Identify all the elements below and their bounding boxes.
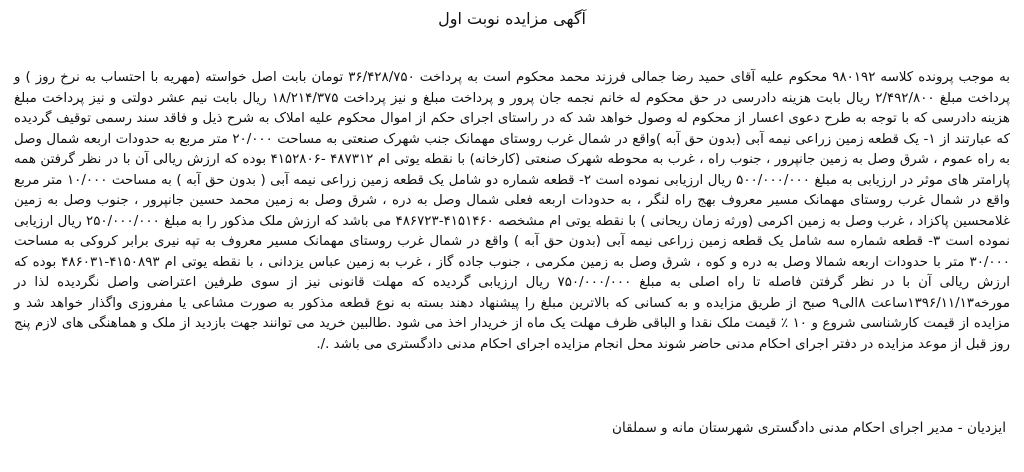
notice-title: آگهی مزایده نوبت اول (438, 9, 586, 28)
notice-body: به موجب پرونده کلاسه ۹۸۰۱۹۲ محکوم علیه آقای حمید رضا جمالی فرزند محمد محکوم است به پرداخت ۳۶/۴۲۸/۷۵۰ تومان بابت اصل خواسته (مهریه با احتساب به نرخ روز ) و پرداخت مبلغ ۲/۴۹۲/۸۰۰ ریال بابت هزینه دادرسی در حق محکوم له خانم نجمه جان پرور و پرداخت مبلغ و نیز پرداخت ۱۸/۲۱۴/۳۷۵ ریال بابت نیم عشر دولتی و نیز پرداخت مبلغ هزینه دادرسی که با توجه به طرح دعوی اعسار از محکوم له وصول خواهد شد که در راستای اجرای حکم از اموال محکوم علیه املاک به شرح ذیل و فاقد سند رسمی توقیف گردیده که عبارتند از ۱- یک قطعه زمین زراعی نیمه آبی (بدون حق آبه )واقع در شمال غرب روستای مهمانک جنب شهرک صنعتی به مساحت ۲۰/۰۰۰ متر مربع به حدودات اربعه شمال وصل به راه عموم ، شرق وصل به زمین جانپرور ، جنوب راه ، غرب به محوطه شهرک صنعتی (کارخانه) با نقطه یوتی ام ۴۸۷۳۱۲ -۴۱۵۲۸۰۶ بوده که ارزش ریالی آن با در نظر گرفتن همه پارامتر های موثر در ارزیابی به مبلغ ۵۰۰/۰۰۰/۰۰۰ ریال ارزیابی نموده است ۲- قطعه شماره دو شامل یک قطعه زمین زراعی نیمه آبی ( بدون حق آبه ) به مساحت ۱۰/۰۰۰ متر مربع واقع در شمال غرب روستای مهمانک مسیر معروف بهج راه لنگر ، به حدودات اربعه فعلی شمال وصل به دره ، شرق وصل به زمین محمد حسین جانپرور ، جنوب وصل به زمین غلامحسین پاکزاد ، غرب وصل به زمین اکرمی (ورثه زمان ریحانی ) با نقطه یوتی ام مشخصه ۴۱۵۱۴۶۰-۴۸۶۷۲۳ می باشد که ارزش ملک مذکور را به مبلغ ۲۵۰/۰۰۰/۰۰۰ ریال ارزیابی نموده است ۳- قطعه شماره سه شامل یک قطعه زمین زراعی نیمه آبی (بدون حق آبه ) واقع در شمال غرب روستای مهمانک مسیر معروف به تپه نیری برابر کروکی به مساحت ۳۰/۰۰۰ متر با حدودات اربعه شمالا وصل به دره و کوه ، شرق وصل به زمین مکرمی ، جنوب جاده گاز ، غرب به زمین عباس یزدانی ، با نقطه یوتی ام ۴۱۵۰۸۹۳-۴۸۶۰۳۱ بوده که ارزش ریالی آن با در نظر گرفتن فاصله تا راه اصلی به مبلغ ۷۵۰/۰۰۰/۰۰۰ ریال ارزیابی گردیده که مهلت قانونی نیز از سوی طرفین اعتراضی واصل نگردیده لذا در مورخه۱۳۹۶/۱۱/۱۳ساعت ۸الی۹ صبح از طریق مزایده و به کسانی که بالاترین مبلغ را پیشنهاد دهند بسته به نوع قطعه مذکور به صورت مشاعی یا مفروزی واگذار خواهد شد و مزایده از قیمت کارشناسی شروع و ۱۰ ٪ قیمت ملک نقدا و الباقی ظرف مهلت یک ماه از خریدار اخذ می شود .طالبین خرید می توانند جهت بازدید از ملک و هماهنگی های لازم پنج روز قبل از موعد مزایده در دفتر اجرای احکام مدنی حاضر شوند محل انجام مزایده اجرای احکام مدنی دادگستری می باشد ./. (14, 70, 1011, 352)
notice-signature: ایزدیان - مدیر اجرای احکام مدنی دادگستری شهرستان مانه و سملقان (611, 420, 1006, 436)
